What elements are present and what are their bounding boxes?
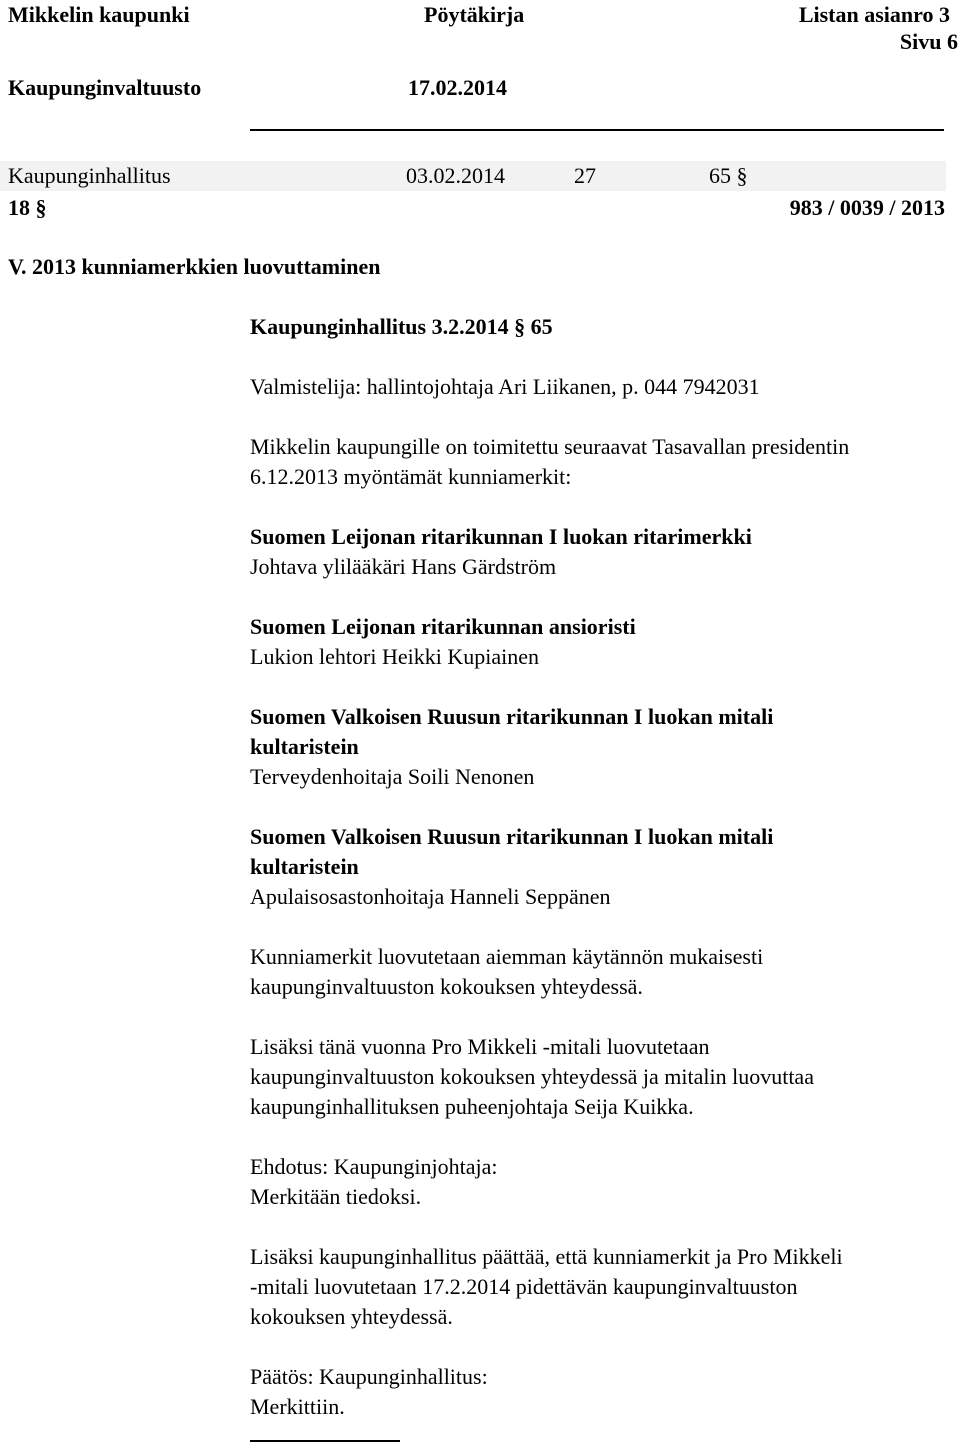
- paragraph-line: -mitali luovutetaan 17.2.2014 pidettävän kaupunginvaltuuston: [250, 1274, 798, 1299]
- board-name: Kaupunginhallitus: [8, 163, 171, 188]
- award-title: Suomen Valkoisen Ruusun ritarikunnan I luokan mitali: [250, 824, 774, 849]
- board-section: 65 §: [709, 163, 748, 188]
- award-recipient: Apulaisosastonhoitaja Hanneli Seppänen: [250, 884, 611, 909]
- proposal-text: Merkitään tiedoksi.: [250, 1184, 422, 1209]
- meeting-date: 17.02.2014: [408, 75, 507, 100]
- decision-heading: Päätös: Kaupunginhallitus:: [250, 1364, 488, 1389]
- doc-type: Pöytäkirja: [424, 2, 525, 27]
- award-title: Suomen Leijonan ritarikunnan ansioristi: [250, 614, 636, 639]
- paragraph-line: Lisäksi tänä vuonna Pro Mikkeli -mitali luovutetaan: [250, 1034, 710, 1059]
- paragraph-line: kaupunginvaltuuston kokouksen yhteydessä.: [250, 974, 643, 999]
- award-recipient: Johtava ylilääkäri Hans Gärdström: [250, 554, 557, 579]
- page-title: V. 2013 kunniamerkkien luovuttaminen: [8, 254, 381, 279]
- award-title: Suomen Valkoisen Ruusun ritarikunnan I luokan mitali: [250, 704, 774, 729]
- award-recipient: Lukion lehtori Heikki Kupiainen: [250, 644, 539, 669]
- meeting-body: Kaupunginvaltuusto: [8, 75, 202, 100]
- end-rule: [250, 1440, 400, 1442]
- header-divider: [250, 129, 944, 131]
- intro-line-2: 6.12.2013 myöntämät kunniamerkit:: [250, 464, 572, 489]
- list-item-number: Listan asianro 3: [798, 2, 950, 27]
- paragraph-line: Lisäksi kaupunginhallitus päättää, että kunniamerkit ja Pro Mikkeli: [250, 1244, 843, 1269]
- award-title-cont: kultaristein: [250, 734, 359, 759]
- paragraph-line: Kunniamerkit luovutetaan aiemman käytännön mukaisesti: [250, 944, 764, 969]
- section-number: 18 §: [8, 195, 47, 220]
- paragraph-line: kaupunginhallituksen puheenjohtaja Seija Kuikka.: [250, 1094, 694, 1119]
- proposal-heading: Ehdotus: Kaupunginjohtaja:: [250, 1154, 498, 1179]
- preparer-line: Valmistelija: hallintojohtaja Ari Liikanen, p. 044 7942031: [250, 374, 760, 399]
- board-date: 03.02.2014: [406, 163, 505, 188]
- intro-line-1: Mikkelin kaupungille on toimitettu seuraavat Tasavallan presidentin: [250, 434, 850, 459]
- decision-text: Merkittiin.: [250, 1394, 345, 1419]
- paragraph-line: kokouksen yhteydessä.: [250, 1304, 453, 1329]
- award-recipient: Terveydenhoitaja Soili Nenonen: [250, 764, 535, 789]
- board-item-number: 27: [574, 163, 596, 188]
- page-number: Sivu 6: [899, 29, 958, 54]
- hall-line: Kaupunginhallitus 3.2.2014 § 65: [250, 314, 553, 339]
- diary-number: 983 / 0039 / 2013: [789, 195, 945, 220]
- org-name: Mikkelin kaupunki: [8, 2, 190, 27]
- award-title-cont: kultaristein: [250, 854, 359, 879]
- paragraph-line: kaupunginvaltuuston kokouksen yhteydessä ja mitalin luovuttaa: [250, 1064, 814, 1089]
- award-title: Suomen Leijonan ritarikunnan I luokan ritarimerkki: [250, 524, 752, 549]
